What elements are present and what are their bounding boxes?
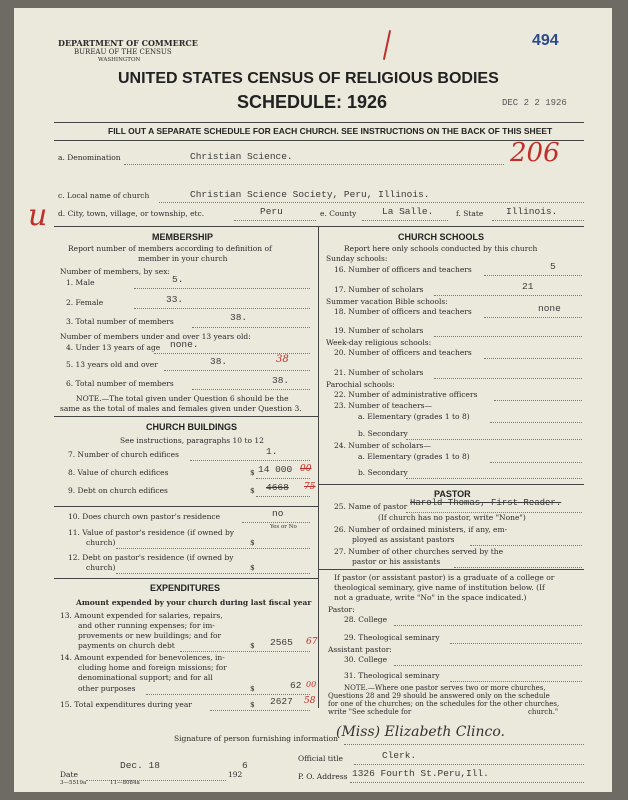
q27-line bbox=[454, 567, 582, 568]
denomination-value: Christian Science. bbox=[190, 151, 293, 162]
census-schedule-form bbox=[14, 8, 612, 792]
q13-label-1: 13. Amount expended for salaries, repairs, bbox=[60, 611, 223, 620]
q14-label-2: cluding home and foreign missions; for bbox=[78, 663, 227, 672]
year-value: 6 bbox=[242, 760, 248, 771]
pastor-info-1: If pastor (or assistant pastor) is a graduate of a college or bbox=[334, 573, 555, 582]
q2-value: 33. bbox=[166, 294, 184, 305]
q19-line bbox=[434, 336, 582, 337]
signature-label: Signature of person furnishing information bbox=[174, 734, 338, 743]
rule-bottom bbox=[54, 140, 584, 141]
q25-value: Harold Thomas, First Reader. bbox=[410, 498, 562, 508]
rule-graduate bbox=[318, 569, 584, 570]
rule-pastor bbox=[318, 484, 584, 485]
q15-value: 2627 bbox=[270, 696, 293, 707]
rule-q10 bbox=[54, 506, 318, 507]
sunday-label: Sunday schools: bbox=[326, 254, 388, 263]
membership-intro-2: member in your church bbox=[138, 254, 228, 263]
county-line bbox=[362, 220, 448, 221]
q16-line bbox=[484, 275, 582, 276]
q14-value: 62 bbox=[290, 680, 302, 691]
state-value: Illinois. bbox=[506, 206, 558, 217]
local-name-label: c. Local name of church bbox=[58, 191, 150, 200]
expenditures-title: EXPENDITURES bbox=[150, 583, 221, 593]
q17-value: 21 bbox=[522, 281, 534, 292]
parochial-label: Parochial schools: bbox=[326, 380, 395, 389]
local-name-line bbox=[159, 202, 584, 203]
q27-label-1: 27. Number of other churches served by the bbox=[334, 547, 504, 556]
pastor-note-1: NOTE.—Where one pastor serves two or more churches, bbox=[344, 684, 546, 692]
q18-label: 18. Number of officers and teachers bbox=[334, 307, 472, 316]
rule-buildings bbox=[54, 416, 318, 417]
city-town-label: d. City, town, village, or township, etc. bbox=[58, 209, 205, 218]
pastor-title: PASTOR bbox=[434, 489, 471, 499]
q9-label: 9. Debt on church edifices bbox=[68, 486, 168, 495]
form-title: UNITED STATES CENSUS OF RELIGIOUS BODIES bbox=[118, 70, 499, 87]
q29-line bbox=[450, 643, 582, 644]
q12-line bbox=[116, 573, 310, 574]
q14-label-3: denominational support; and for all bbox=[78, 673, 213, 682]
q7-line bbox=[190, 460, 310, 461]
q24a-line bbox=[490, 462, 582, 463]
q24b-label: b. Secondary bbox=[358, 468, 408, 477]
q7-value: 1. bbox=[266, 446, 278, 457]
q27-label-2: pastor or his assistants bbox=[352, 557, 441, 566]
q1-label: 1. Male bbox=[66, 278, 95, 287]
q5-red: 38 bbox=[276, 354, 289, 365]
q13-dollar: $ bbox=[250, 641, 255, 650]
q13-line bbox=[180, 651, 310, 652]
q20-line bbox=[484, 358, 582, 359]
q8-line bbox=[256, 478, 310, 479]
pastor-sub-label: Pastor: bbox=[328, 605, 355, 614]
q24a-label: a. Elementary (grades 1 to 8) bbox=[358, 452, 470, 461]
official-title-value: Clerk. bbox=[382, 750, 417, 761]
q14-label-4: other purposes bbox=[78, 684, 136, 693]
q14-line bbox=[146, 694, 310, 695]
buildings-sub: See instructions, paragraphs 10 to 12 bbox=[120, 436, 264, 445]
q14-label-1: 14. Amount expended for benevolences, in- bbox=[60, 653, 225, 662]
state-label: f. State bbox=[456, 209, 484, 218]
q30-line bbox=[394, 665, 582, 666]
date-label: Date bbox=[60, 770, 78, 779]
address-label: P. O. Address bbox=[298, 772, 348, 781]
q11-label-1: 11. Value of pastor's residence (if owned by bbox=[68, 528, 235, 537]
q1-value: 5. bbox=[172, 274, 184, 285]
q26-line bbox=[470, 545, 582, 546]
q31-label: 31. Theological seminary bbox=[344, 671, 440, 680]
q15-label: 15. Total expenditures during year bbox=[60, 700, 192, 709]
pastor-note-3: for one of the churches; on the schedules for the other churches, bbox=[328, 700, 560, 708]
q10-value: no bbox=[272, 508, 284, 519]
q20-label: 20. Number of officers and teachers bbox=[334, 348, 472, 357]
q25-label: 25. Name of pastor bbox=[334, 502, 408, 511]
q16-label: 16. Number of officers and teachers bbox=[334, 265, 472, 274]
red-mark: u bbox=[28, 198, 48, 233]
grid-center bbox=[318, 226, 319, 708]
q14-dollar: $ bbox=[250, 684, 255, 693]
summer-label: Summer vacation Bible schools: bbox=[326, 297, 448, 306]
q5-line bbox=[164, 370, 310, 371]
q24b-line bbox=[406, 478, 582, 479]
state-line bbox=[492, 220, 584, 221]
q22-label: 22. Number of administrative officers bbox=[334, 390, 478, 399]
q18-value: none bbox=[538, 303, 561, 314]
form-subtitle: SCHEDULE: 1926 bbox=[237, 92, 388, 112]
city-label: WASHINGTON bbox=[98, 57, 141, 63]
q23b-line bbox=[406, 439, 582, 440]
q14-red: 00 bbox=[306, 680, 317, 689]
buildings-title: CHURCH BUILDINGS bbox=[146, 422, 237, 432]
official-title-line bbox=[354, 764, 584, 765]
q4-label: 4. Under 13 years of age bbox=[66, 343, 161, 352]
q17-label: 17. Number of scholars bbox=[334, 285, 424, 294]
signature-line bbox=[344, 744, 584, 745]
q24-label: 24. Number of scholars— bbox=[334, 441, 431, 450]
q22-line bbox=[494, 400, 582, 401]
by-sex-label: Number of members, by sex: bbox=[60, 267, 170, 276]
red-tick-mark bbox=[383, 30, 391, 60]
schools-sub: Report here only schools conducted by this church bbox=[344, 244, 538, 253]
q28-line bbox=[394, 625, 582, 626]
q5-value: 38. bbox=[210, 356, 228, 367]
bureau-label: BUREAU OF THE CENSUS bbox=[74, 48, 172, 56]
membership-intro-1: Report number of members according to definition of bbox=[68, 244, 272, 253]
address-value: 1326 Fourth St.Peru,Ill. bbox=[352, 768, 489, 779]
q6-line bbox=[192, 389, 310, 390]
pastor-info-2: theological seminary, give name of institution below. (If bbox=[334, 583, 545, 592]
print-number: 11—8084a bbox=[110, 780, 140, 786]
pastor-note-4: write "See schedule for bbox=[328, 708, 412, 716]
q13-label-3: provements or new buildings; and for bbox=[78, 631, 222, 640]
q25-hint: (If church has no pastor, write "None") bbox=[378, 513, 526, 522]
denomination-line bbox=[124, 164, 504, 165]
pastor-note-2: Questions 28 and 29 should be answered only on the schedule bbox=[328, 692, 550, 700]
q12-label-2: church) bbox=[86, 563, 116, 572]
q9-line bbox=[256, 496, 310, 497]
received-stamp: DEC 2 2 1926 bbox=[502, 98, 567, 108]
q5-label: 5. 13 years old and over bbox=[66, 360, 158, 369]
q17-line bbox=[434, 295, 582, 296]
q11-line bbox=[116, 548, 310, 549]
q21-line bbox=[434, 378, 582, 379]
q16-value: 5 bbox=[550, 261, 556, 272]
q13-value: 2565 bbox=[270, 637, 293, 648]
instruction-line: FILL OUT A SEPARATE SCHEDULE FOR EACH CHURCH. SEE INSTRUCTIONS ON THE BACK OF THIS SHEET bbox=[108, 126, 553, 136]
q19-label: 19. Number of scholars bbox=[334, 326, 424, 335]
q30-label: 30. College bbox=[344, 655, 388, 664]
q9-dollar: $ bbox=[250, 486, 255, 495]
date-line bbox=[86, 780, 226, 781]
q8-dollar: $ bbox=[250, 468, 255, 477]
q18-line bbox=[484, 317, 582, 318]
q10-hint: Yes or No bbox=[270, 524, 297, 530]
rule-expenditures bbox=[54, 578, 318, 579]
city-value: Peru bbox=[260, 206, 283, 217]
q15-red: 58 bbox=[304, 696, 316, 706]
address-line bbox=[350, 782, 584, 783]
q10-label: 10. Does church own pastor's residence bbox=[68, 512, 221, 521]
rule-top bbox=[54, 122, 584, 123]
county-value: La Salle. bbox=[382, 206, 434, 217]
q9-red: 75 bbox=[304, 482, 316, 492]
date-value: Dec. 18 bbox=[120, 760, 160, 771]
q21-label: 21. Number of scholars bbox=[334, 368, 424, 377]
q23a-label: a. Elementary (grades 1 to 8) bbox=[358, 412, 470, 421]
local-name-value: Christian Science Society, Peru, Illinois. bbox=[190, 189, 430, 200]
q1-line bbox=[134, 288, 310, 289]
q11-label-2: church) bbox=[86, 538, 116, 547]
asst-sub-label: Assistant pastor: bbox=[328, 645, 392, 654]
q28-label: 28. College bbox=[344, 615, 388, 624]
official-title-label: Official title bbox=[298, 754, 343, 763]
membership-note-1: NOTE.—The total given under Question 6 should be the bbox=[76, 394, 289, 403]
grid-top bbox=[54, 226, 584, 227]
q12-label-1: 12. Debt on pastor's residence (if owned by bbox=[68, 553, 234, 562]
q31-line bbox=[450, 681, 582, 682]
pastor-note-5: church." bbox=[528, 708, 559, 716]
pastor-info-3: not a graduate, write "No" in the space indicated.) bbox=[334, 593, 527, 602]
q2-line bbox=[134, 308, 310, 309]
q15-dollar: $ bbox=[250, 700, 255, 709]
expenditures-sub: Amount expended by your church during last fiscal year bbox=[76, 598, 312, 607]
q11-dollar: $ bbox=[250, 538, 255, 547]
county-label: e. County bbox=[320, 209, 357, 218]
q3-label: 3. Total number of members bbox=[66, 317, 174, 326]
q8-red: 00 bbox=[300, 464, 312, 474]
signature-value: (Miss) Elizabeth Clinco. bbox=[336, 724, 505, 740]
membership-note-2: same as the total of males and females given under Question 3. bbox=[60, 404, 302, 413]
age-head: Number of members under and over 13 years old: bbox=[60, 332, 251, 341]
weekday-label: Week-day religious schools: bbox=[326, 338, 432, 347]
q12-dollar: $ bbox=[250, 563, 255, 572]
q2-label: 2. Female bbox=[66, 298, 104, 307]
year-prefix: 192 bbox=[228, 770, 243, 779]
q8-label: 8. Value of church edifices bbox=[68, 468, 169, 477]
q13-red: 67 bbox=[306, 637, 318, 647]
q6-value: 38. bbox=[272, 375, 290, 386]
q4-value: none. bbox=[170, 339, 199, 350]
city-line bbox=[234, 220, 316, 221]
denomination-label: a. Denomination bbox=[58, 153, 121, 162]
q15-line bbox=[210, 710, 310, 711]
q10-line bbox=[242, 522, 310, 523]
q6-label: 6. Total number of members bbox=[66, 379, 174, 388]
q7-label: 7. Number of church edifices bbox=[68, 450, 179, 459]
q23b-label: b. Secondary bbox=[358, 429, 408, 438]
q13-label-4: payments on church debt bbox=[78, 641, 175, 650]
red-code: 206 bbox=[510, 138, 560, 168]
q29-label: 29. Theological seminary bbox=[344, 633, 440, 642]
q3-value: 38. bbox=[230, 312, 248, 323]
q3-line bbox=[192, 327, 310, 328]
schedule-number: 494 bbox=[532, 32, 559, 49]
dept-label: DEPARTMENT OF COMMERCE bbox=[58, 38, 198, 48]
q23a-line bbox=[490, 422, 582, 423]
q26-label-1: 26. Number of ordained ministers, if any, em- bbox=[334, 525, 508, 534]
q9-value: 4668 bbox=[266, 482, 289, 493]
form-number: 3—5519a bbox=[60, 780, 87, 786]
membership-title: MEMBERSHIP bbox=[152, 232, 214, 242]
schools-title: CHURCH SCHOOLS bbox=[398, 232, 485, 242]
q26-label-2: ployed as assistant pastors bbox=[352, 535, 455, 544]
q8-value: 14 000 bbox=[258, 464, 293, 475]
q23-label: 23. Number of teachers— bbox=[334, 401, 433, 410]
q13-label-2: and other running expenses; for im- bbox=[78, 621, 215, 630]
